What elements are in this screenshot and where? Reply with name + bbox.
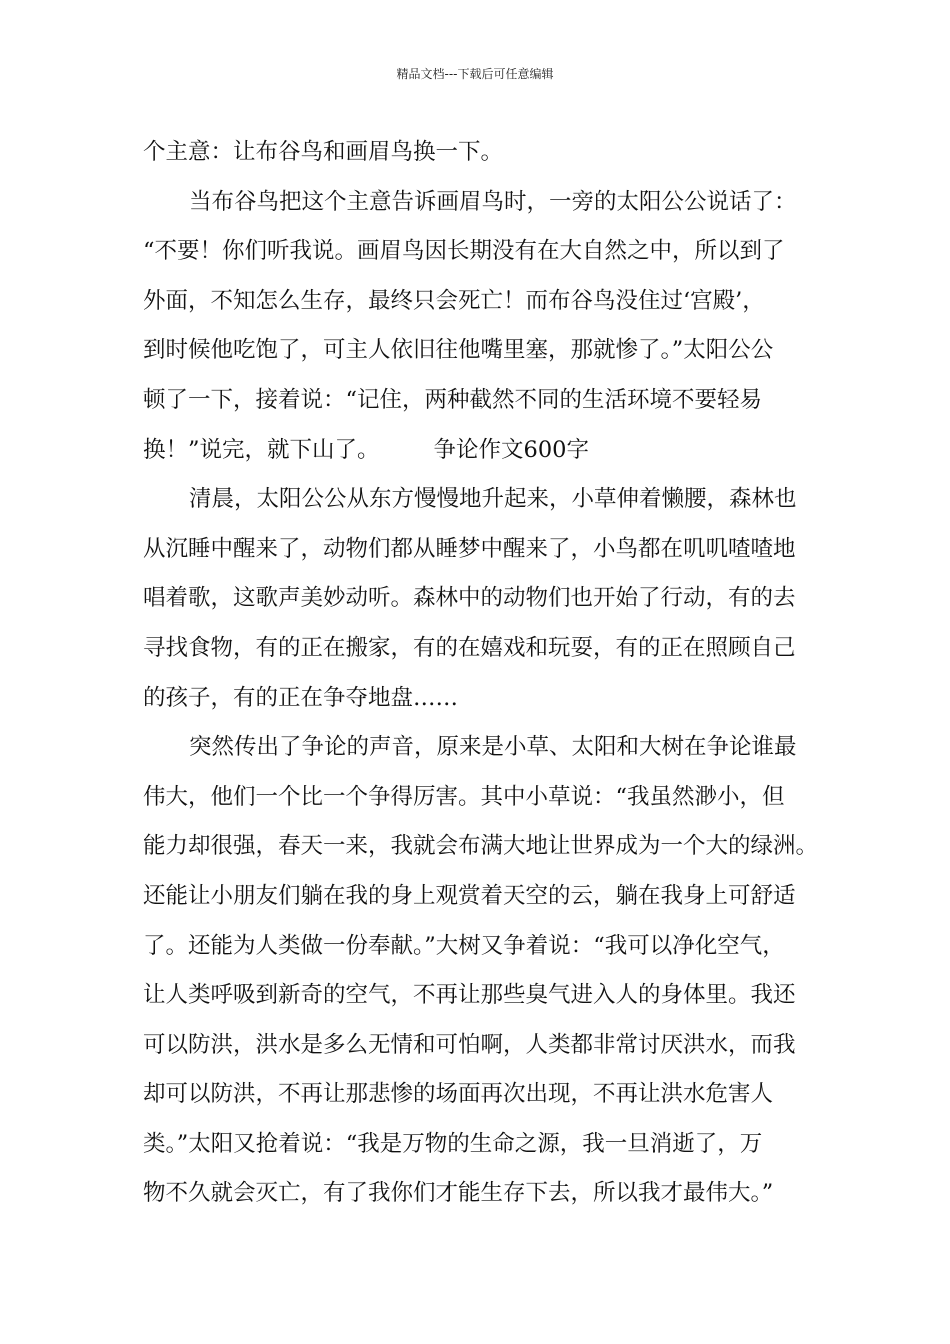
text-line: 突然传出了争论的声音，原来是小草、太阳和大树在争论谁最 [189,734,797,761]
text-line: 物不久就会灭亡，有了我你们才能生存下去，所以我才最伟大。” [143,1180,774,1207]
text-line: 到时候他吃饱了，可主人依旧往他嘴里塞，那就惨了。”太阳公公 [143,337,774,364]
text-line-with-title [143,426,813,476]
text-line: 个主意：让布谷鸟和画眉鸟换一下。 [143,139,504,165]
text-line: 可以防洪，洪水是多么无情和可怕啊，人类都非常讨厌洪水，而我 [143,1031,796,1058]
text-line: 从沉睡中醒来了，动物们都从睡梦中醒来了，小鸟都在叽叽喳喳地 [143,535,796,562]
text-line: 能力却很强，春天一来，我就会布满大地让世界成为一个大的绿洲。 [143,833,819,860]
text-line: 换！”说完，就下山了。 [143,436,380,463]
text-line: 清晨，太阳公公从东方慢慢地升起来，小草伸着懒腰，森林也 [189,486,797,513]
text-line: 让人类呼吸到新奇的空气，不再让那些臭气进入人的身体里。我还 [143,982,796,1009]
text-line: 了。还能为人类做一份奉献。”大树又争着说：“我可以净化空气， [143,932,785,959]
text-line: 当布谷鸟把这个主意告诉画眉鸟时，一旁的太阳公公说话了： [189,188,797,215]
page-header: 精品文档---下载后可任意编辑 [396,67,554,81]
text-line: 伟大，他们一个比一个争得厉害。其中小草说：“我虽然渺小，但 [143,783,785,810]
text-line: 却可以防洪，不再让那悲惨的场面再次出现，不再让洪水危害人 [143,1081,774,1108]
body-text [143,128,819,1219]
text-line: 还能让小朋友们躺在我的身上观赏着天空的云，躺在我身上可舒适 [143,882,796,909]
text-line: “不要！你们听我说。画眉鸟因长期没有在大自然之中，所以到了 [143,238,785,265]
text-line: 顿了一下，接着说：“记住，两种截然不同的生活环境不要轻易 [143,386,763,413]
text-line: 类。”太阳又抢着说：“我是万物的生命之源，我一旦消逝了，万 [143,1130,763,1157]
text-line: 的孩子，有的正在争夺地盘…… [143,684,459,711]
text-line: 寻找食物，有的正在搬家，有的在嬉戏和玩耍，有的正在照顾自己 [143,634,796,661]
text-line: 外面，不知怎么生存，最终只会死亡！而布谷鸟没住过‘宫殿’， [143,287,765,314]
text-line: 唱着歌，这歌声美妙动听。森林中的动物们也开始了行动，有的去 [143,585,796,612]
article-title: 争论作文600字 [433,436,589,463]
